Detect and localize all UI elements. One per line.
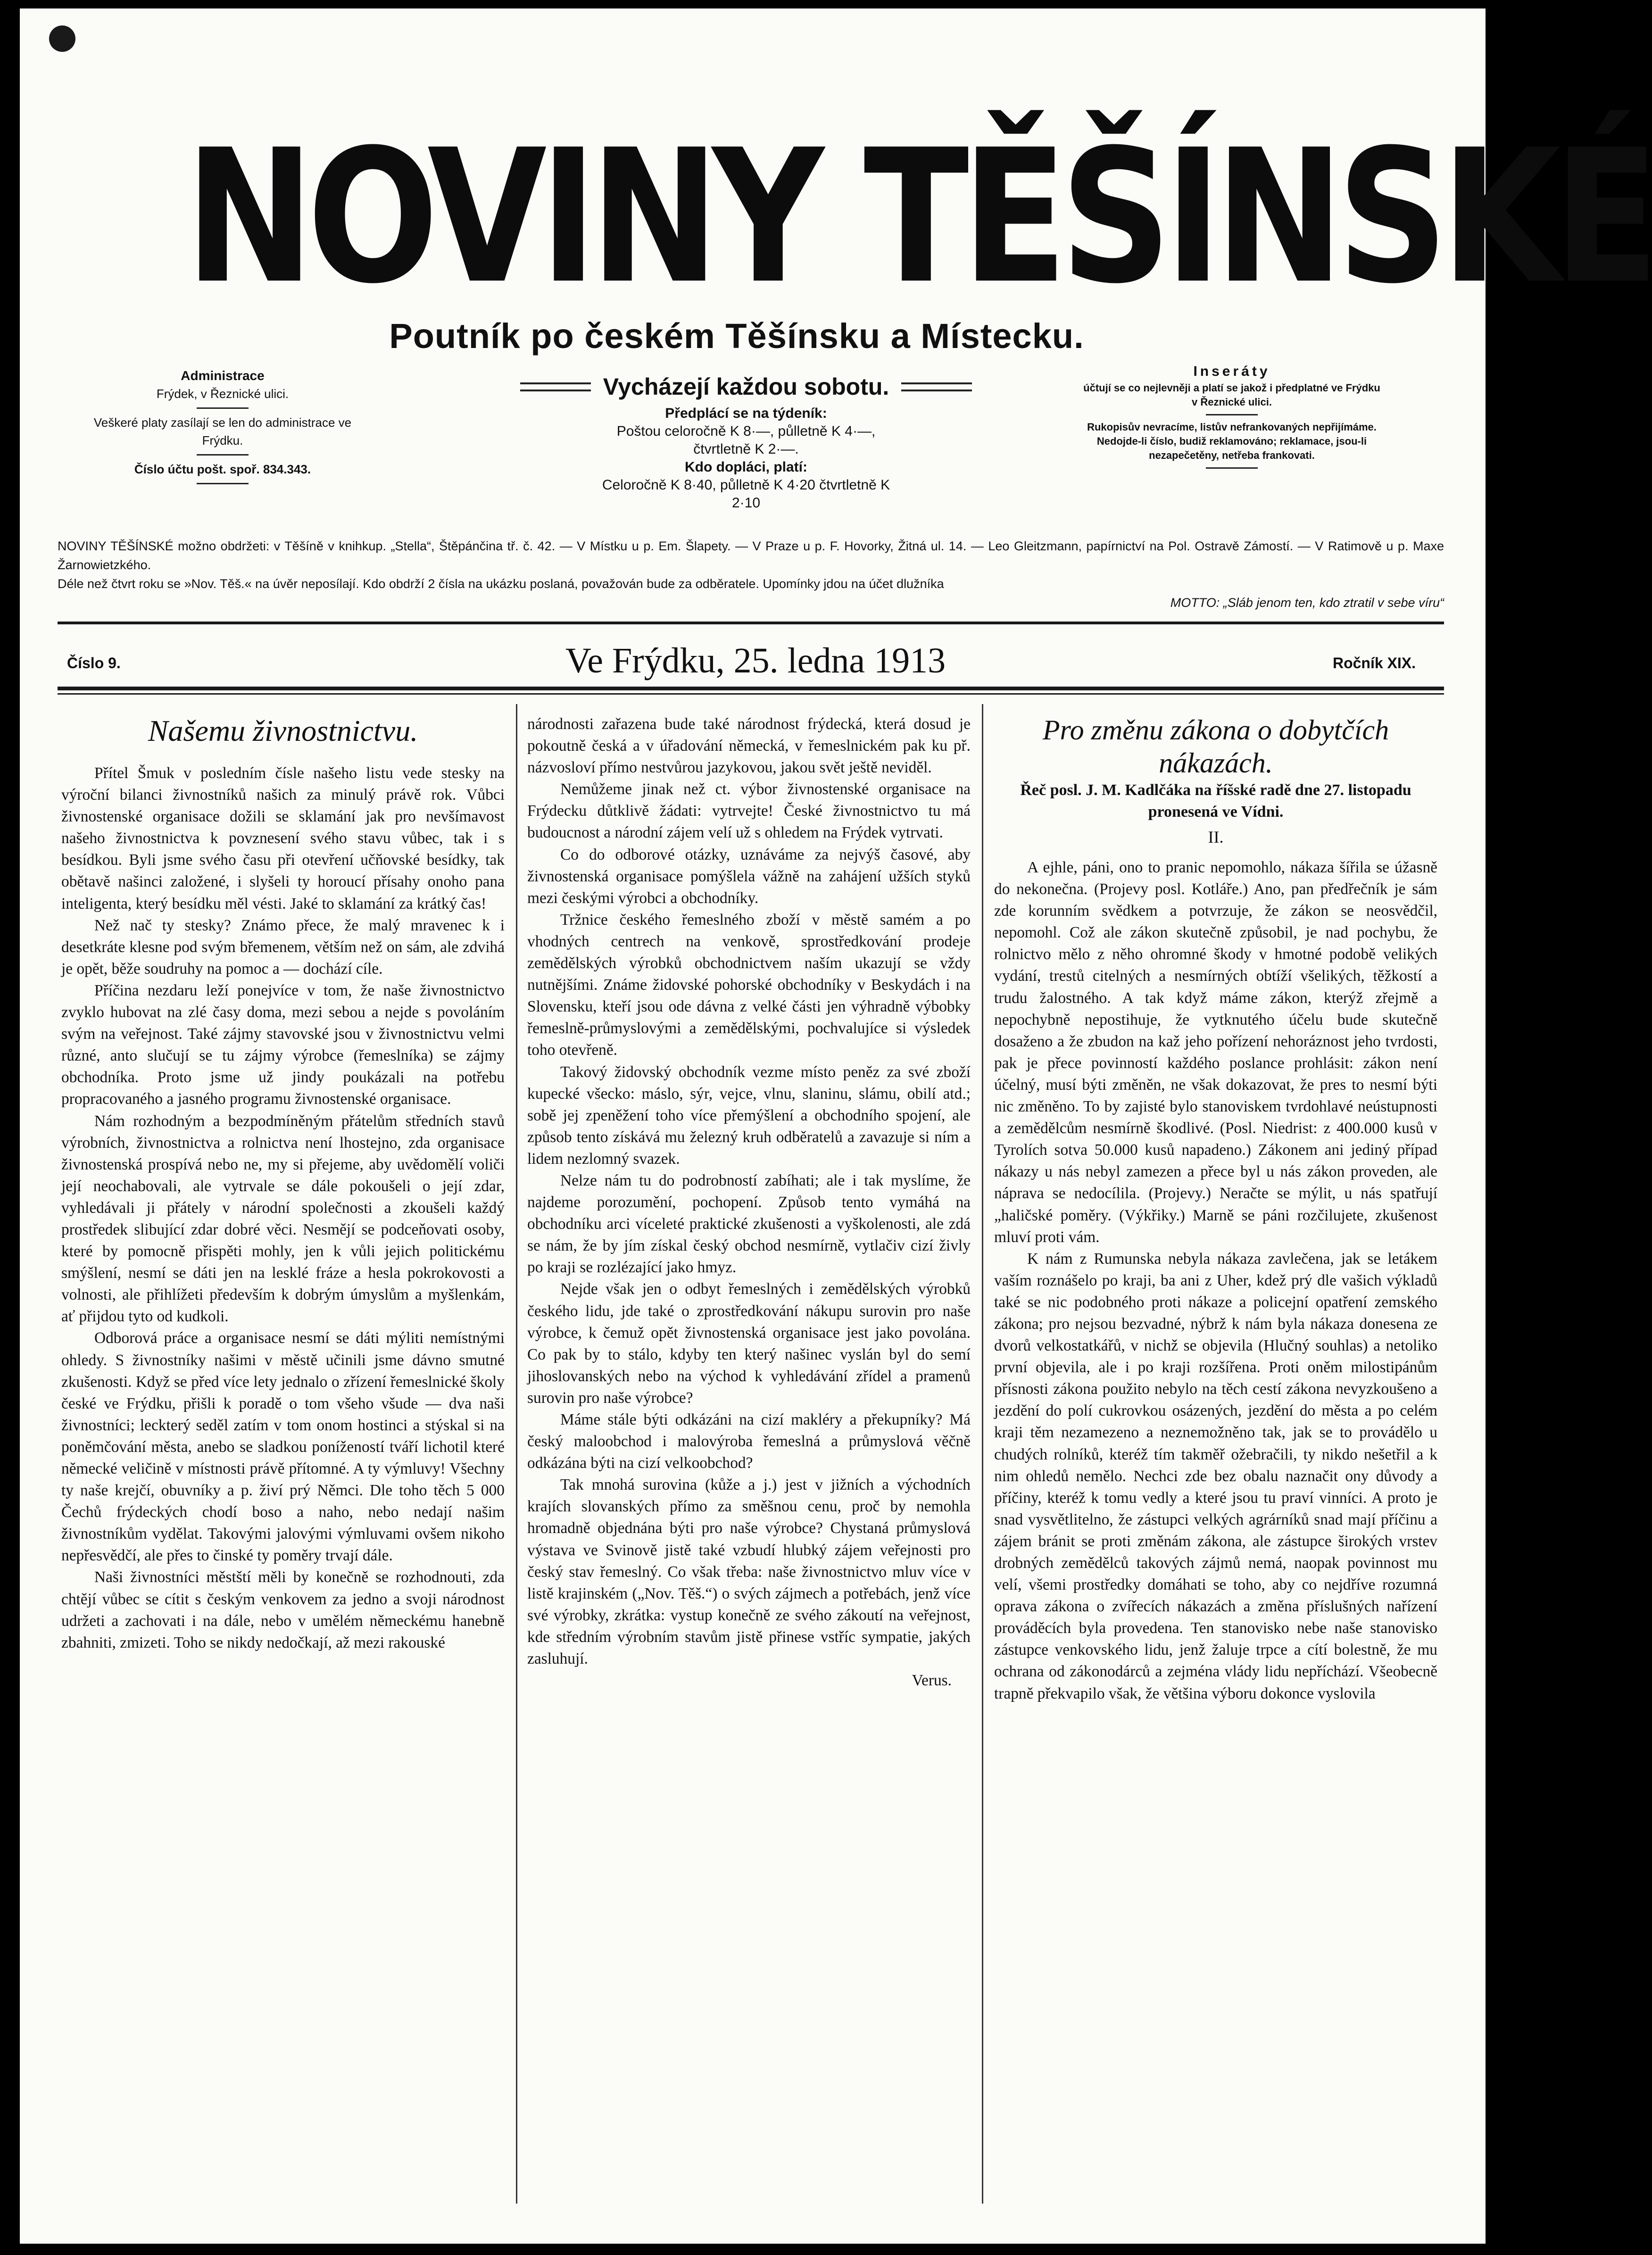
publication-frequency: Vycházejí každou sobotu. bbox=[603, 373, 889, 400]
ads-box bbox=[1081, 362, 1383, 473]
article-paragraph: Odborová práce a organisace nesmí se dáti mýliti nemístnými ohledy. S živnostníky našimi v městě učinili jsme dávno smutné zkušenosti. Když se před více lety jednalo o zřízení řemeslnické školy české ve Frýdku, přišli k poradě o tom všeho všude — dva naši živnostníci; leckterý seděl zatím v tom onom hostinci a stýskal si na poněmčování města, anebo se sladkou ponížeností tváří lichotil které německé veličině v místnosti právě přítomné. A ty výmluvy! Všechny ty naše krejčí, obuvníky a p. živí prý Němci. Dle toho těch 5 000 Čechů frýdeckých chodí boso a naho, nebo nedají našim živnostníkům vydělat. Takovými jalovými výmluvami ovšem nikoho nepřesvědčí, ale přes to činské ty poměry trvají dále. bbox=[61, 1329, 505, 1565]
column-divider bbox=[516, 704, 517, 2204]
volume-number: Ročník XIX. bbox=[1332, 655, 1416, 672]
article-paragraph: K nám z Rumunska nebyla nákaza zavlečena, jak se letákem vaším roznášelo po kraji, ba ani z Uher, kdež prý dle vašich výkladů také se nic podobného proti nákaze a policejní opatření zemského zákona; pro nejsou bezvadné, nýbrž k nám byla nákaza donesena ze dvorů velkostatkářů, v nichž se objevila (Hlučný souhlas) a netoliko první objevila, ale i po kraji rozšířena. Proti oněm milostipánům přísnosti zákona použito nebylo na těch cestí zákona nevyzkoušeno a jezdění do polí cukrovkou osázených, jezdění do města a po celém kraji těm nezamezeno a neznemožněno tak, jak se to provádělo u chudých rolníků, kteréž tím takměř ožebračili, ty nikdo nešetřil a k nim ohledů nemělo. Nechci zde bez obalu naznačit ony důvody a příčiny, kteréž k tomu vedly a které jsou tu praví vinníci. A proto je snad vysvětlitelno, že zástupci velkých agrárníků snad mají příčinu a zájem bránit se proti změnám zákona, ale zástupce širokých vrstev drobných zemědělců takových zájmů nemá, naopak povinnost mu velí, všemi prostředky domáhati se toho, aby co nejdříve rozumná oprava zákona o zvířecích nákazách a změna příslušných nařízení prováděcích byla provedena. Ten stanovisko nebe naše stanovisko zástupce venkovského lidu, jenž žaluje trpce a cítí bolestně, že mu ochrana od zákonodárců a zejména vlády lidu nepříchází. Všeobecně trapně překvapilo však, že většina výboru dokonce vyslovila bbox=[994, 1250, 1437, 1702]
article-column-2 bbox=[527, 713, 971, 2199]
divider bbox=[197, 454, 249, 456]
divider bbox=[1206, 414, 1258, 415]
ads-text-2: Rukopisův nevracíme, listův nefrankovaných nepřijímáme. Nedojde-li číslo, budiž reklamováno; reklamace, jsou-li nezapečetěny, netřeba frankovati. bbox=[1087, 421, 1377, 461]
issue-number: Číslo 9. bbox=[67, 655, 121, 672]
rule bbox=[58, 687, 1444, 690]
dateline bbox=[48, 636, 1444, 688]
article-paragraph: Takový židovský obchodník vezme místo peněz za své zboží kupecké všecko: máslo, sýr, vejce, vlnu, slaninu, slámu, obilí atd.; sobě jej zpeněžení toho více přemýšlení a obchodního spojení, ale způsob tento získává mu železný kruh odběratelů a zavazuje si ním a lidem nezlomný svazek. bbox=[527, 1063, 971, 1168]
admin-address: Frýdek, v Řeznické ulici. bbox=[156, 387, 289, 401]
distribution-notice: NOVINY TĚŠÍNSKÉ možno obdržeti: v Těšíně v knihkup. „Stella“, Štěpánčina tř. č. 42. — V Místku u p. Em. Šlapety. — V Praze u p. F. Hovorky, Žitná ul. 14. — Leo Gleitzmann, papírnictví na Pol. Ostravě Zámostí. — V Ratimově u p. Maxe Žarnowietzkého. bbox=[58, 539, 1444, 572]
newspaper-page bbox=[20, 8, 1652, 2244]
prices-post: Poštou celoročně K 8·—, půlletně K 4·—, čtvrtletně K 2·—. bbox=[616, 423, 876, 457]
article-paragraph: Než nač ty stesky? Známo přece, že malý mravenec k i desetkráte klesne pod svým břemenem, větším než on sám, ale zdvihá je opět, běže soudruhy na pomoc a — dochází cíle. bbox=[61, 916, 505, 978]
article-paragraph: Tržnice českého řemeslného zboží v městě samém a po vhodných centrech na venkově, sprostředkování prodeje zemědělských výrobků obchodnictvem naším ukazují se vždy nutnějšími. Známe židovské pohorské obchodníky v Beskydách i na Slovensku, kteří jsou ode dávna z velké části jen výhradně výbobky řemeslně-průmyslovými a zemědělskými, pochvalujíce si výsledek toho otevřeně. bbox=[527, 911, 971, 1059]
column-divider bbox=[982, 704, 983, 2204]
admin-payments: Veškeré platy zasílají se len do administrace ve Frýdku. bbox=[93, 415, 352, 448]
motto: MOTTO: „Sláb jenom ten, kdo ztratil v sebe víru“ bbox=[1170, 596, 1444, 610]
article-paragraph: A ejhle, páni, ono to pranic nepomohlo, nákaza šířila se úžasně do nekonečna. (Projevy posl. Kotláře.) Ano, pan předřečník je sám zde korunním svědkem a potvrzuje, že zákon se neosvědčil, nepomohl. Což ale zákon skutečně způsobil, je nad pochybu, že rolnictvo mělo z něho ohromné škody v hmotné podobě velikých vydání, trestů citelných a nesmírných obtíží všelikých, těžkostí a trudu žalostného. A tak když máme zákon, kterýž zřejmě a nepochybně nepostihuje, že vytknutého účelu bude skutečně dosaženo a že zbudon na kaž jeho pořízení nehoráznost jeho tvrdosti, pak je přece povinností každého poslance prohlásit: zákon není účelný, musí býti změněn, ne však dokazovat, že pres to nesmí býti nic změněno. To by zajisté bylo stanoviskem tvrdohlavé neústupnosti a zemědělcům nesmírně škodlivé. (Posl. Niedrist: z 400.000 kusů v Tyrolích sotva 50.000 kusů napadeno.) Zákonem ani jediný případ nákazy u nás nebyl zamezen a přece byl u nás zákon proveden, ale náprava se nedocílila. (Projevy.) Neračte se mýlit, u nás spatřují „haličské poměry. (Výkřiky.) Marně se páni rozčilujete, zkušenost mluví proti vám. bbox=[994, 859, 1437, 1246]
newspaper-subtitle: Poutník po českém Těšínsku a Místecku. bbox=[389, 316, 1084, 356]
prices-heading: Předplácí se na týdeník: bbox=[665, 406, 827, 421]
divider bbox=[197, 483, 249, 484]
issue-date: Ve Frýdku, 25. ledna 1913 bbox=[565, 641, 946, 680]
divider bbox=[197, 407, 249, 409]
article-paragraph: Tak mnohá surovina (kůže a j.) jest v jižních a východních krajích slovanských přímo za směšnou cenu, proč by nemohla hromadně objednána býti pro naše výrobce? Chystaná průmyslová výstava ve Svinově jistě také vzbudí hlubký zájem veřejnosti pro český stav řemeslný. Co však třeba: naše živnostnictvo mluv více v listě krajinském („Nov. Těš.“) o svých zájmech a potřebách, jenž více své výrobky, zkrátka: vystup konečně ze svého zákoutí na veřejnost, kde středním výrobním stavům jistě přinese vstříc sympatie, jakých zasluhují. bbox=[527, 1476, 971, 1668]
article-paragraph: Přítel Šmuk v posledním čísle našeho listu vede stesky na výroční bilanci živnostníků našich za minulý právě rok. Vůbci živnostenské organisace dožili se sklamání jak pro nevšímavost našeho živnostnictva k povznesení svého stavu vůbec, tak i s besídkou. Byli jsme svého času při otevření učňovské besídky, tak obětavě našinci založené, i slyšeli ty horoucí přísahy onoho pana inteligenta, který besídku měl vésti. Jaké to sklamání za krátký čas! bbox=[61, 764, 505, 912]
double-rule bbox=[901, 382, 972, 391]
article-paragraph: Příčina nezdaru leží ponejvíce v tom, že naše živnostnictvo zvyklo hubovat na zlé časy doma, mezi sebou a nejde s povoláním svým na veřejnost. Také zájmy stavovské jsou v živnostnictvu velmi různé, anto slučují se tu zájmy výrobce (řemeslníka) se zájmy obchodníka. Proto jsme už jindy poukázali na potřebu propracovaného a jasného programu živnostenské organisace. bbox=[61, 981, 505, 1108]
article-paragraph: Naši živnostníci městští měli by konečně se rozhodnouti, zda chtějí vůbec se cítit s českým venkovem za jedno a svoji národnost udržeti a zachovati i na dále, nebo v umělém německému hanebně zbahniti, zmizeti. Toho se nikdy nedočkají, až mezi rakouské bbox=[61, 1568, 505, 1651]
prices-local: Celoročně K 8·40, půlletně K 4·20 čtvrtletně K 2·10 bbox=[602, 477, 890, 511]
subscription-box bbox=[510, 372, 982, 512]
article-column-1 bbox=[61, 713, 505, 2199]
article-paragraph: Nelze nám tu do podrobností zabíhati; ale i tak myslíme, že najdeme porozumění, pochopení. Způsob tento vymáhá na obchodníku arci víceleté praktické zkušenosti a vyškolenosti, ale zdá se nám, že by jím získal český obchod nesmírně, vytlačiv cizí živly po kraji se rozlézající jako hmyz. bbox=[527, 1171, 971, 1277]
ads-heading: Inseráty bbox=[1193, 364, 1270, 379]
prices-local-heading: Kdo dopláci, platí: bbox=[685, 459, 807, 475]
credit-notice: Déle než čtvrt roku se »Nov. Těš.« na úvěr neposílají. Kdo obdrží 2 čísla na ukázku poslaná, považován bude za odběratele. Upomínky jdou na účet dlužníka bbox=[58, 577, 944, 591]
article-paragraph: Máme stále býti odkázáni na cizí makléry a překupníky? Má český maloobchod i malovýroba řemeslná a průmyslová věčně odkázána býti na cizí velkoobchod? bbox=[527, 1411, 971, 1472]
article-signature: Verus. bbox=[912, 1672, 952, 1690]
article-paragraph: Co do odborové otázky, uznáváme za nejvýš časové, aby živnostenská organisace pomýšlela vážně na zahájení užších styků mezi českými výrobci a obchodníky. bbox=[527, 846, 971, 907]
administration-box bbox=[72, 367, 374, 489]
double-rule bbox=[520, 382, 591, 391]
admin-account: Číslo účtu pošt. spoř. 834.343. bbox=[134, 462, 311, 476]
article-part: II. bbox=[1208, 828, 1224, 846]
article-title: Pro změnu zákona o dobytčích nákazách. bbox=[1042, 714, 1389, 779]
article-paragraph: Nám rozhodným a bezpodmíněným přátelům středních stavů výrobních, živnostnictva a rolnictva není lhostejno, zda organisace živnostenská prospívá nebo ne, my si přejeme, aby uvědomělí voliči její neochabovali, ale vytrvale se dále pokoušeli o její zdar, vyhledávali ji přátely v národní společnosti a zkoušeli každý prostředek slibující zdar dobré věci. Nesmějí se podceňovati osoby, které by pomocně přispěti mohly, jen k vůli jejich politickému smýšlení, nesmí se dáti jen na lesklé fráze a hesla pokrokovosti a volnosti, ale přihlížeti především k dobrým úmyslům a myšlenkám, ať přijdou tyto od kudkoli. bbox=[61, 1112, 505, 1326]
article-column-3 bbox=[994, 713, 1437, 2199]
ads-text: účtují se co nejlevněji a platí se jakož i předplatné ve Frýdku v Řeznické ulici. bbox=[1083, 382, 1380, 408]
divider bbox=[1206, 467, 1258, 469]
rule bbox=[58, 693, 1444, 695]
article-paragraph: Nejde však jen o odbyt řemeslných i zemědělských výrobků českého lidu, jde také o zprostředkování nákupu surovin pro naše výrobce, k čemuž opět živnostenská organisace jest jako povolána. Co pak by to stálo, kdyby ten který našinec vyslán byl do semí jihoslovanských nebo na východ k vyhledávání zřídel a pramenů surovin pro naše výrobce? bbox=[527, 1280, 971, 1407]
newspaper-title: NOVINY TĚŠÍNSKÉ bbox=[185, 110, 1652, 324]
rule bbox=[58, 622, 1444, 624]
article-paragraph: národnosti zařazena bude také národnost frýdecká, která dosud je pokoutně česká a v úřadování německá, v řemeslnickém pak ku př. názvosloví přímo nestvůrou jazykovou, jakou svět ještě neviděl. bbox=[527, 715, 971, 777]
admin-heading: Administrace bbox=[181, 368, 265, 383]
article-title: Našemu živnostnictvu. bbox=[148, 714, 418, 747]
article-byline: Řeč posl. J. M. Kadlčáka na říšské radě dne 27. listopadu pronesená ve Vídni. bbox=[1020, 781, 1411, 821]
article-paragraph: Nemůžeme jinak než ct. výbor živnostenské organisace na Frýdecku důtklivě žádati: vytrvejte! České živnostnictvo tu má budoucnost a národní zájem velí už s ohledem na Frýdek vytrvati. bbox=[527, 780, 971, 842]
